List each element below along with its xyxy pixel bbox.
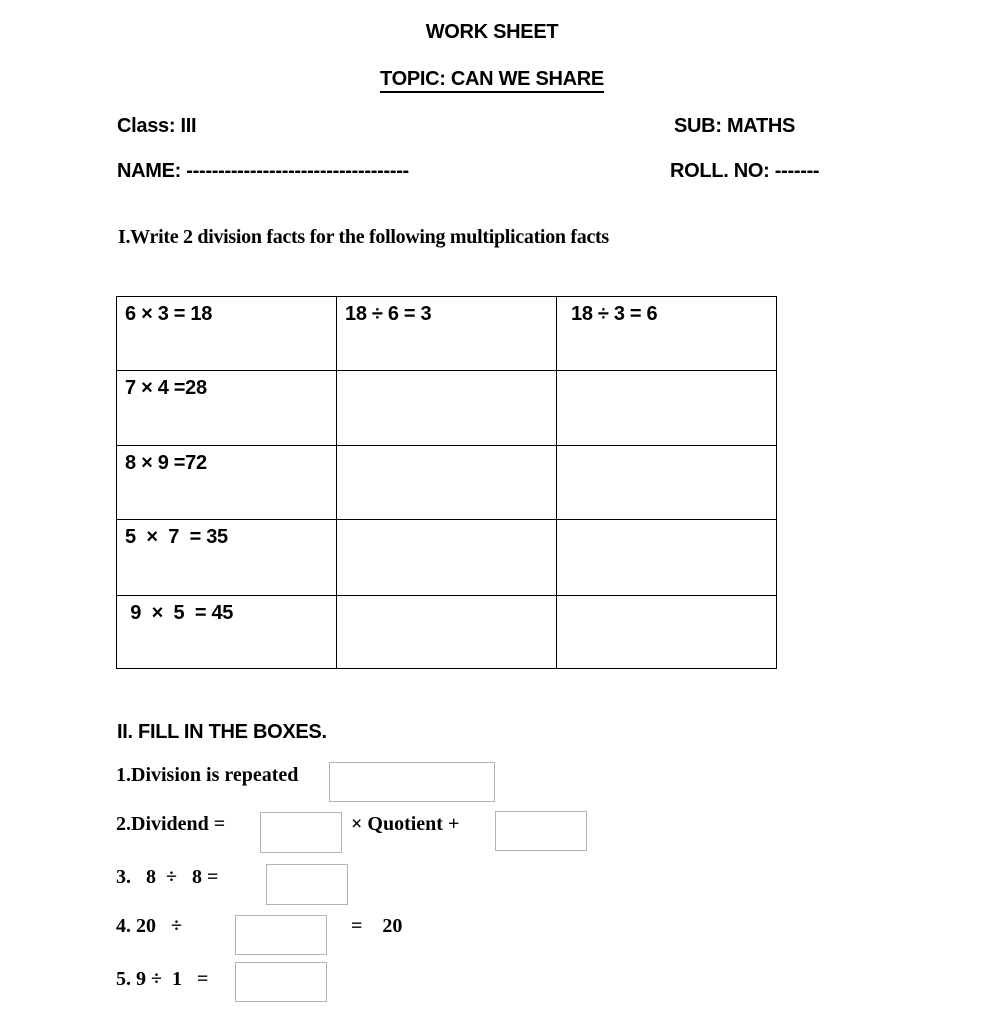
answer-text [337, 596, 556, 602]
answer-box-4[interactable] [235, 915, 327, 955]
table-row [117, 446, 777, 520]
section-1-heading: I.Write 2 division facts for the following multiplication facts [118, 226, 609, 248]
answer-text [557, 596, 776, 602]
table-cell [117, 297, 337, 371]
table-cell [117, 371, 337, 446]
table-row [117, 596, 777, 669]
answer-cell[interactable] [337, 371, 557, 446]
answer-text [337, 520, 556, 526]
answer-text [337, 446, 556, 452]
table-row [117, 371, 777, 446]
question-3-text: 3. 8 ÷ 8 = [116, 866, 219, 888]
answer-cell[interactable] [557, 520, 777, 596]
division-facts-table [116, 296, 777, 669]
table-cell [117, 446, 337, 520]
roll-no-field: ROLL. NO: ------- [670, 160, 820, 182]
answer-text [557, 446, 776, 452]
division-fact: 18 ÷ 3 = 6 [571, 303, 658, 325]
table-row [117, 297, 777, 371]
answer-cell[interactable] [337, 596, 557, 669]
multiplication-fact: 5 × 7 = 35 [125, 526, 228, 548]
answer-box-5[interactable] [235, 962, 327, 1002]
topic-heading [0, 68, 984, 91]
multiplication-fact: 9 × 5 = 45 [125, 602, 234, 624]
question-5-text: 5. 9 ÷ 1 = [116, 968, 209, 990]
table-cell [117, 520, 337, 596]
subject-label: SUB: MATHS [674, 115, 796, 137]
answer-cell[interactable] [337, 446, 557, 520]
answer-cell[interactable] [557, 446, 777, 520]
section-2-heading: II. FILL IN THE BOXES. [117, 721, 327, 743]
answer-box-1[interactable] [329, 762, 495, 802]
answer-text [557, 520, 776, 526]
table-cell [117, 596, 337, 669]
multiplication-fact: 6 × 3 = 18 [125, 303, 213, 325]
answer-text [337, 371, 556, 377]
question-1-text: 1.Division is repeated [116, 764, 299, 786]
worksheet-title: WORK SHEET [425, 21, 559, 43]
division-fact: 18 ÷ 6 = 3 [345, 303, 432, 325]
answer-cell[interactable] [557, 371, 777, 446]
answer-cell[interactable] [557, 596, 777, 669]
table-row [117, 520, 777, 596]
topic-text: TOPIC: CAN WE SHARE [380, 68, 604, 93]
question-2-text: 2.Dividend = [116, 813, 226, 835]
multiplication-fact: 8 × 9 =72 [125, 452, 207, 474]
class-label: Class: III [117, 115, 197, 137]
multiplication-fact: 7 × 4 =28 [125, 377, 207, 399]
answer-text [557, 371, 776, 377]
table-cell [557, 297, 777, 371]
table-cell [337, 297, 557, 371]
name-field: NAME: ----------------------------------- [117, 160, 409, 182]
answer-box-2-divisor[interactable] [260, 812, 342, 853]
answer-cell[interactable] [337, 520, 557, 596]
question-4-result: = 20 [351, 915, 403, 937]
answer-box-3[interactable] [266, 864, 348, 905]
question-4-text: 4. 20 ÷ [116, 915, 182, 937]
answer-box-2-remainder[interactable] [495, 811, 587, 851]
question-2-middle-text: × Quotient + [351, 813, 460, 835]
